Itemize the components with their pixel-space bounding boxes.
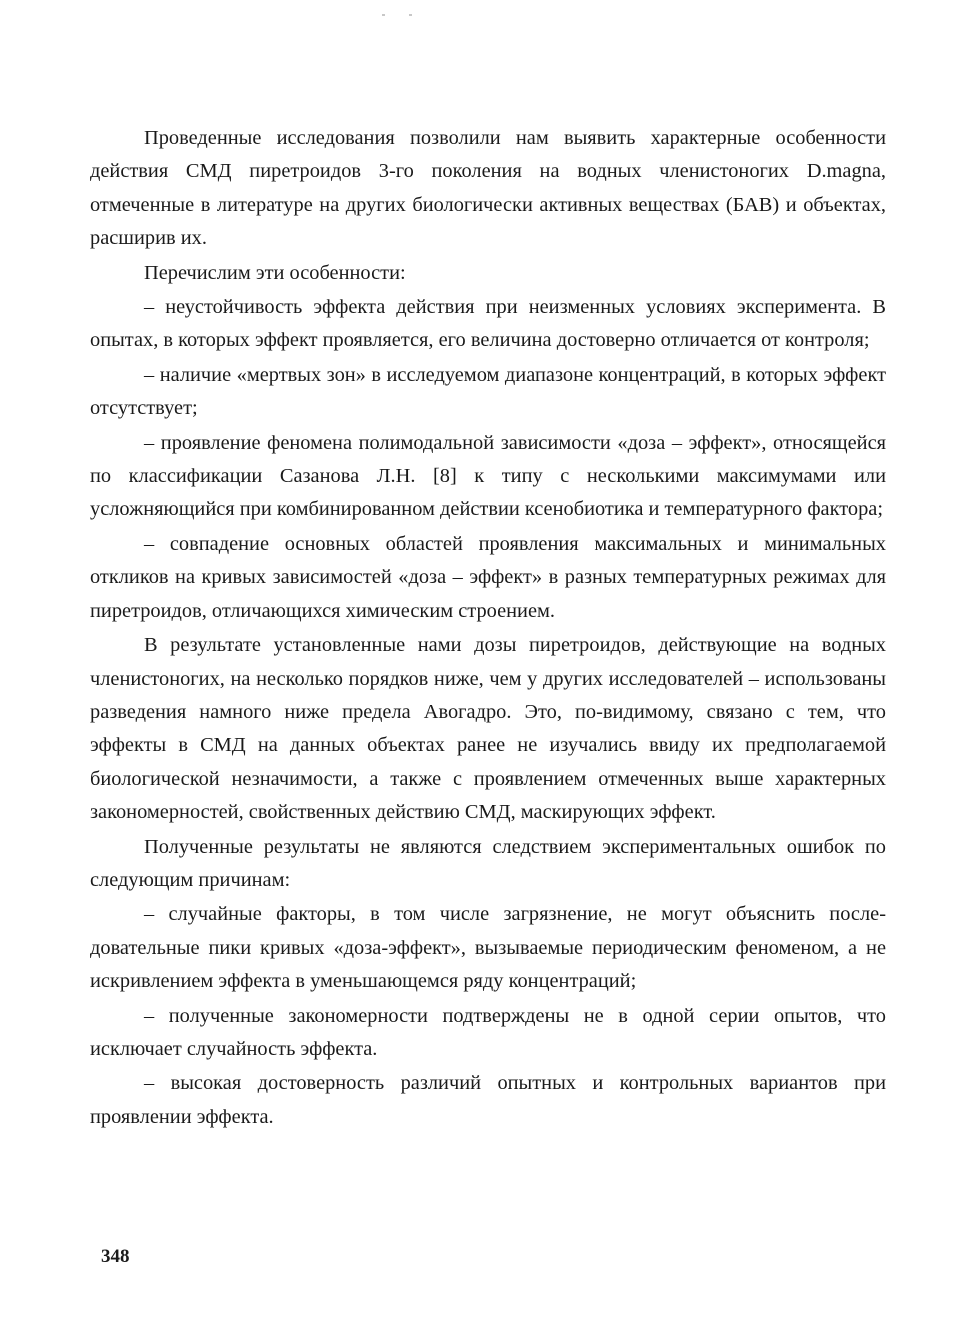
paragraph: Проведенные исследования позволили нам выявить характерные особенности действия СМД пиретроидов 3-го поколения на водных членистоногих D.magna, отмеченные в литературе на других биологически активных веществах (БАВ) и объектах, расширив их. — [90, 127, 886, 250]
list-item: – случайные факторы, в том числе загрязнение, не могут объяснить последовательные пики кривых «доза-эффект», вызываемые периодическим феноменом, а не искривлением эффекта в уменьшающемся ряду концентраций; — [90, 903, 886, 993]
scan-speck — [382, 14, 385, 16]
list-item: – совпадение основных областей проявления максимальных и минимальных откликов на кривых зависимостей «доза – эффект» в разных температурных режимах для пиретроидов, отличающихся химическим строением. — [90, 532, 886, 622]
list-item: – проявление феномена полимодальной зависимости «доза – эффект», относящейся по классификации Сазанова Л.Н. [8] к типу с несколькими максимумами или усложняющийся при комбинированном действии ксенобиотика и температурного фактора; — [90, 431, 886, 521]
list-item: – наличие «мертвых зон» в исследуемом диапазоне концентраций, в которых эффект отсутствует; — [90, 363, 886, 420]
paragraph: В результате установленные нами дозы пиретроидов, действующие на водных членистоногих, на несколько порядков ниже, чем у других исследователей – использованы разведения намного ниже предела Авогадро. Это, по-видимому, связано с тем, что эффекты в СМД на данных объектах ранее не изучались ввиду их предполагаемой биологической незначимости, а также с проявлением отмеченных выше характерных закономерностей, свойственных действию СМД, маскирующих эффект. — [90, 634, 886, 824]
paragraph: Полученные результаты не являются следствием экспериментальных ошибок по следующим причинам: — [90, 835, 886, 891]
document-body — [90, 122, 886, 1134]
scan-speck — [409, 14, 412, 16]
list-item: – неустойчивость эффекта действия при неизменных условиях эксперимента. В опытах, в которых эффект проявляется, его величина достоверно отличается от контроля; — [90, 296, 886, 352]
paragraph: Перечислим эти особенности: — [144, 261, 406, 284]
list-item: – высокая достоверность различий опытных и контрольных вариантов при проявлении эффекта. — [90, 1072, 886, 1128]
list-item: – полученные закономерности подтверждены не в одной серии опытов, что исключает случайность эффекта. — [90, 1004, 886, 1060]
page-number: 348 — [101, 1246, 130, 1267]
